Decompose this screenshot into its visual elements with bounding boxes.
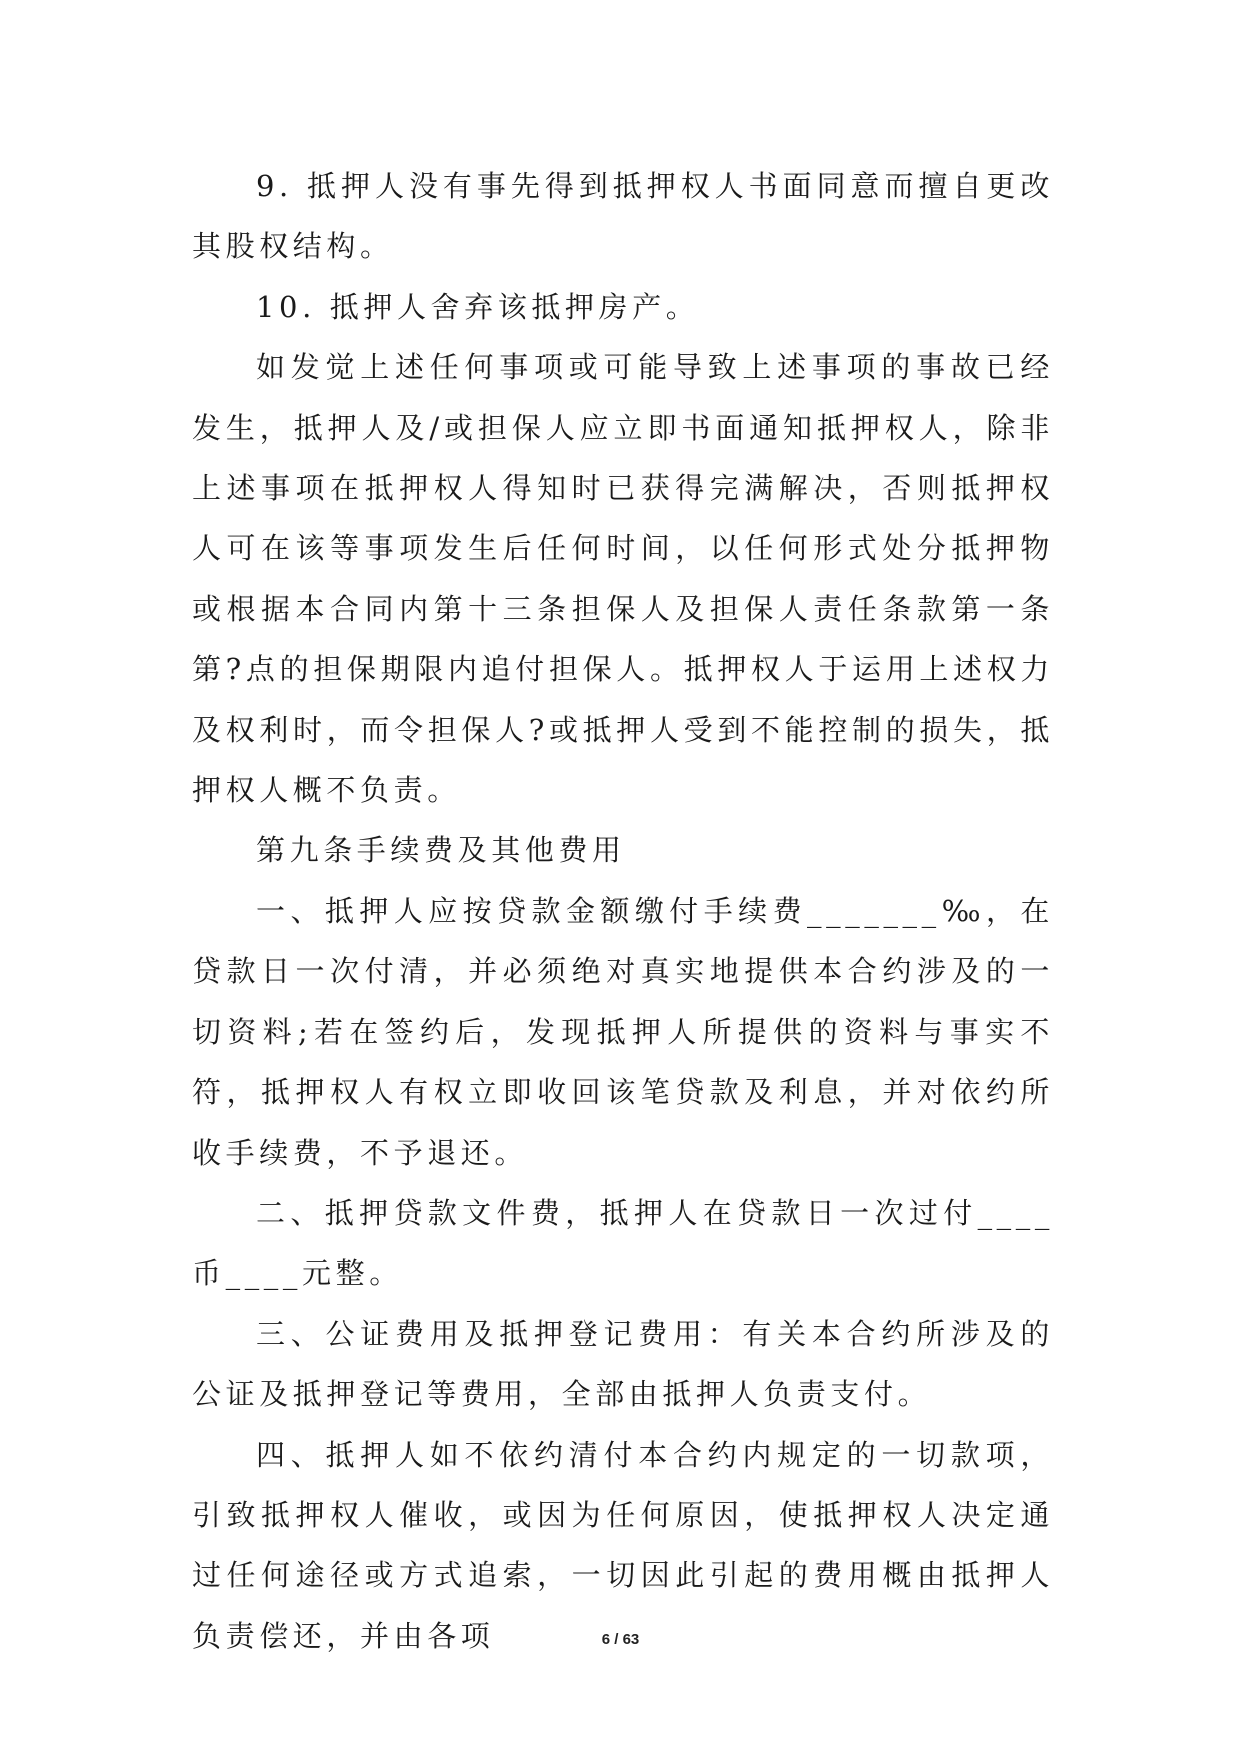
- paragraph-item-10: 10. 抵押人舍弃该抵押房产。: [256, 289, 700, 324]
- document-body: [192, 156, 1054, 1666]
- page-number: 6 / 63: [601, 1631, 640, 1648]
- section-heading-article-9: 第九条手续费及其他费用: [256, 833, 626, 868]
- paragraph-fee-2: 二、抵押贷款文件费，抵押人在贷款日一次过付____币____元整。: [192, 1195, 1054, 1291]
- paragraph-fee-1: 一、抵押人应按贷款金额缴付手续费_______‰，在贷款日一次付清，并必须绝对真实地提供本合约涉及的一切资料;若在签约后，发现抵押人所提供的资料与事实不符，抵押权人有权立即收回该笔贷款及利息，并对依约所收手续费，不予退还。: [192, 893, 1054, 1170]
- paragraph-item-9: 9. 抵押人没有事先得到抵押权人书面同意而擅自更改其股权结构。: [192, 169, 1054, 264]
- paragraph-fee-4: 四、抵押人如不依约清付本合约内规定的一切款项，引致抵押权人催收，或因为任何原因，使抵押权人决定通过任何途径或方式追索，一切因此引起的费用概由抵押人负责偿还，并由各项: [192, 1437, 1054, 1653]
- paragraph-notice: 如发觉上述任何事项或可能导致上述事项的事故已经发生，抵押人及/或担保人应立即书面通知抵押权人，除非上述事项在抵押权人得知时已获得完满解决，否则抵押权人可在该等事项发生后任何时间，以任何形式处分抵押物或根据本合同内第十三条担保人及担保人责任条款第一条第?点的担保期限内追付担保人。抵押权人于运用上述权力及权利时，而令担保人?或抵押人受到不能控制的损失，抵押权人概不负责。: [192, 350, 1054, 808]
- paragraph-fee-3: 三、公证费用及抵押登记费用：有关本合约所涉及的公证及抵押登记等费用，全部由抵押人负责支付。: [192, 1316, 1054, 1412]
